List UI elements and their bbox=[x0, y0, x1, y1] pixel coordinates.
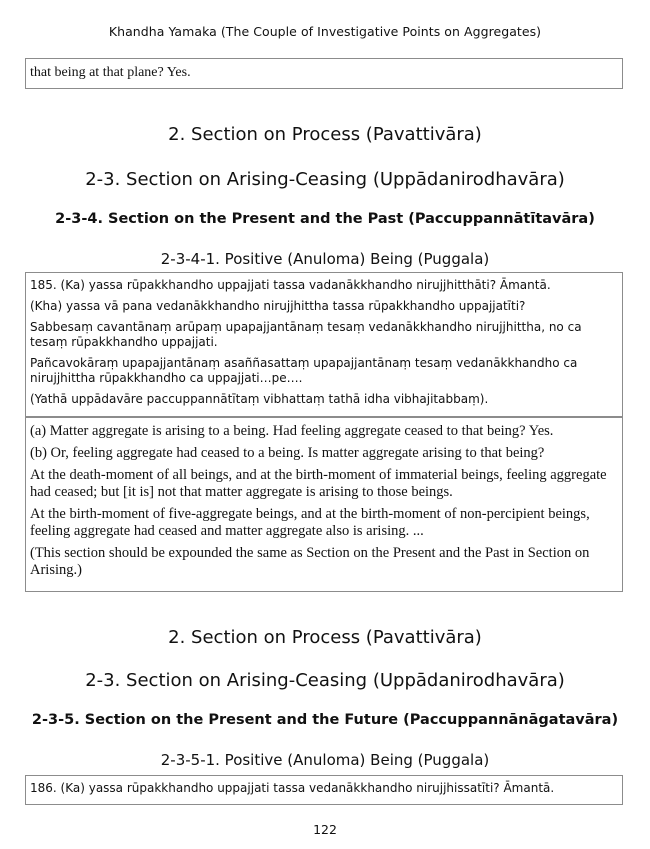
section-heading: 2. Section on Process (Pavattivāra) bbox=[168, 124, 482, 145]
positive-heading: 2-3-4-1. Positive (Anuloma) Being (Puggala) bbox=[160, 250, 490, 268]
continued-text: that being at that plane? Yes. bbox=[30, 65, 191, 80]
english-paragraph: At the birth-moment of five-aggregate beings, and at the birth-moment of non-percipient beings, feeling aggregate had ceased and matter aggregate also is arising. ... bbox=[30, 506, 590, 539]
pali-paragraph: Pañcavokāraṃ upapajjantānaṃ asaññasattaṃ upapajjantānaṃ tesaṃ vedanākkhandho ca nirujjhittha rūpakkhandho ca uppajjati…pe…. bbox=[30, 356, 578, 385]
continued-text-box bbox=[25, 58, 623, 89]
english-paragraph: (b) Or, feeling aggregate had ceased to a being. Is matter aggregate arising to that being? bbox=[30, 445, 545, 461]
pali-paragraph: (Kha) yassa vā pana vedanākkhandho nirujjhittha tassa rūpakkhandho uppajjatīti? bbox=[30, 299, 526, 313]
pali-paragraph: 185. (Ka) yassa rūpakkhandho uppajjati tassa vadanākkhandho nirujjhitthāti? Āmantā. bbox=[30, 278, 551, 292]
running-header: Khandha Yamaka (The Couple of Investigative Points on Aggregates) bbox=[108, 24, 542, 39]
english-text-box-185 bbox=[25, 417, 623, 592]
pali-paragraph: (Yathā uppādavāre paccuppannātītaṃ vibhattaṃ tathā idha vibhajitabbaṃ). bbox=[30, 392, 489, 406]
subsection-heading: 2-3. Section on Arising-Ceasing (Uppādanirodhavāra) bbox=[85, 169, 565, 190]
section-heading: 2. Section on Process (Pavattivāra) bbox=[168, 627, 482, 648]
positive-heading: 2-3-5-1. Positive (Anuloma) Being (Puggala) bbox=[160, 751, 490, 769]
subsubsection-heading: 2-3-5. Section on the Present and the Future (Paccuppannānāgatavāra) bbox=[31, 712, 619, 728]
english-paragraph: (a) Matter aggregate is arising to a being. Had feeling aggregate ceased to that being? Yes. bbox=[30, 423, 554, 439]
pali-paragraph: 186. (Ka) yassa rūpakkhandho uppajjati tassa vedanākkhandho nirujjhissatīti? Āmantā. bbox=[30, 781, 555, 795]
pali-paragraph: Sabbesaṃ cavantānaṃ arūpaṃ upapajjantānaṃ tesaṃ vedanākkhandho nirujjhittha, no ca tesaṃ rūpakkhandho uppajjati. bbox=[30, 320, 582, 349]
page-number: 122 bbox=[313, 822, 337, 837]
subsubsection-heading: 2-3-4. Section on the Present and the Past (Paccuppannātītavāra) bbox=[55, 211, 595, 227]
pali-text-box-185 bbox=[25, 272, 623, 417]
subsection-heading: 2-3. Section on Arising-Ceasing (Uppādanirodhavāra) bbox=[85, 670, 565, 691]
pali-text-box-186 bbox=[25, 775, 623, 805]
english-paragraph: At the death-moment of all beings, and at the birth-moment of immaterial beings, feeling aggregate had ceased; but [it is] not that matter aggregate is arising to those beings. bbox=[30, 467, 607, 500]
english-paragraph: (This section should be expounded the same as Section on the Present and the Past in Section on Arising.) bbox=[30, 545, 590, 578]
